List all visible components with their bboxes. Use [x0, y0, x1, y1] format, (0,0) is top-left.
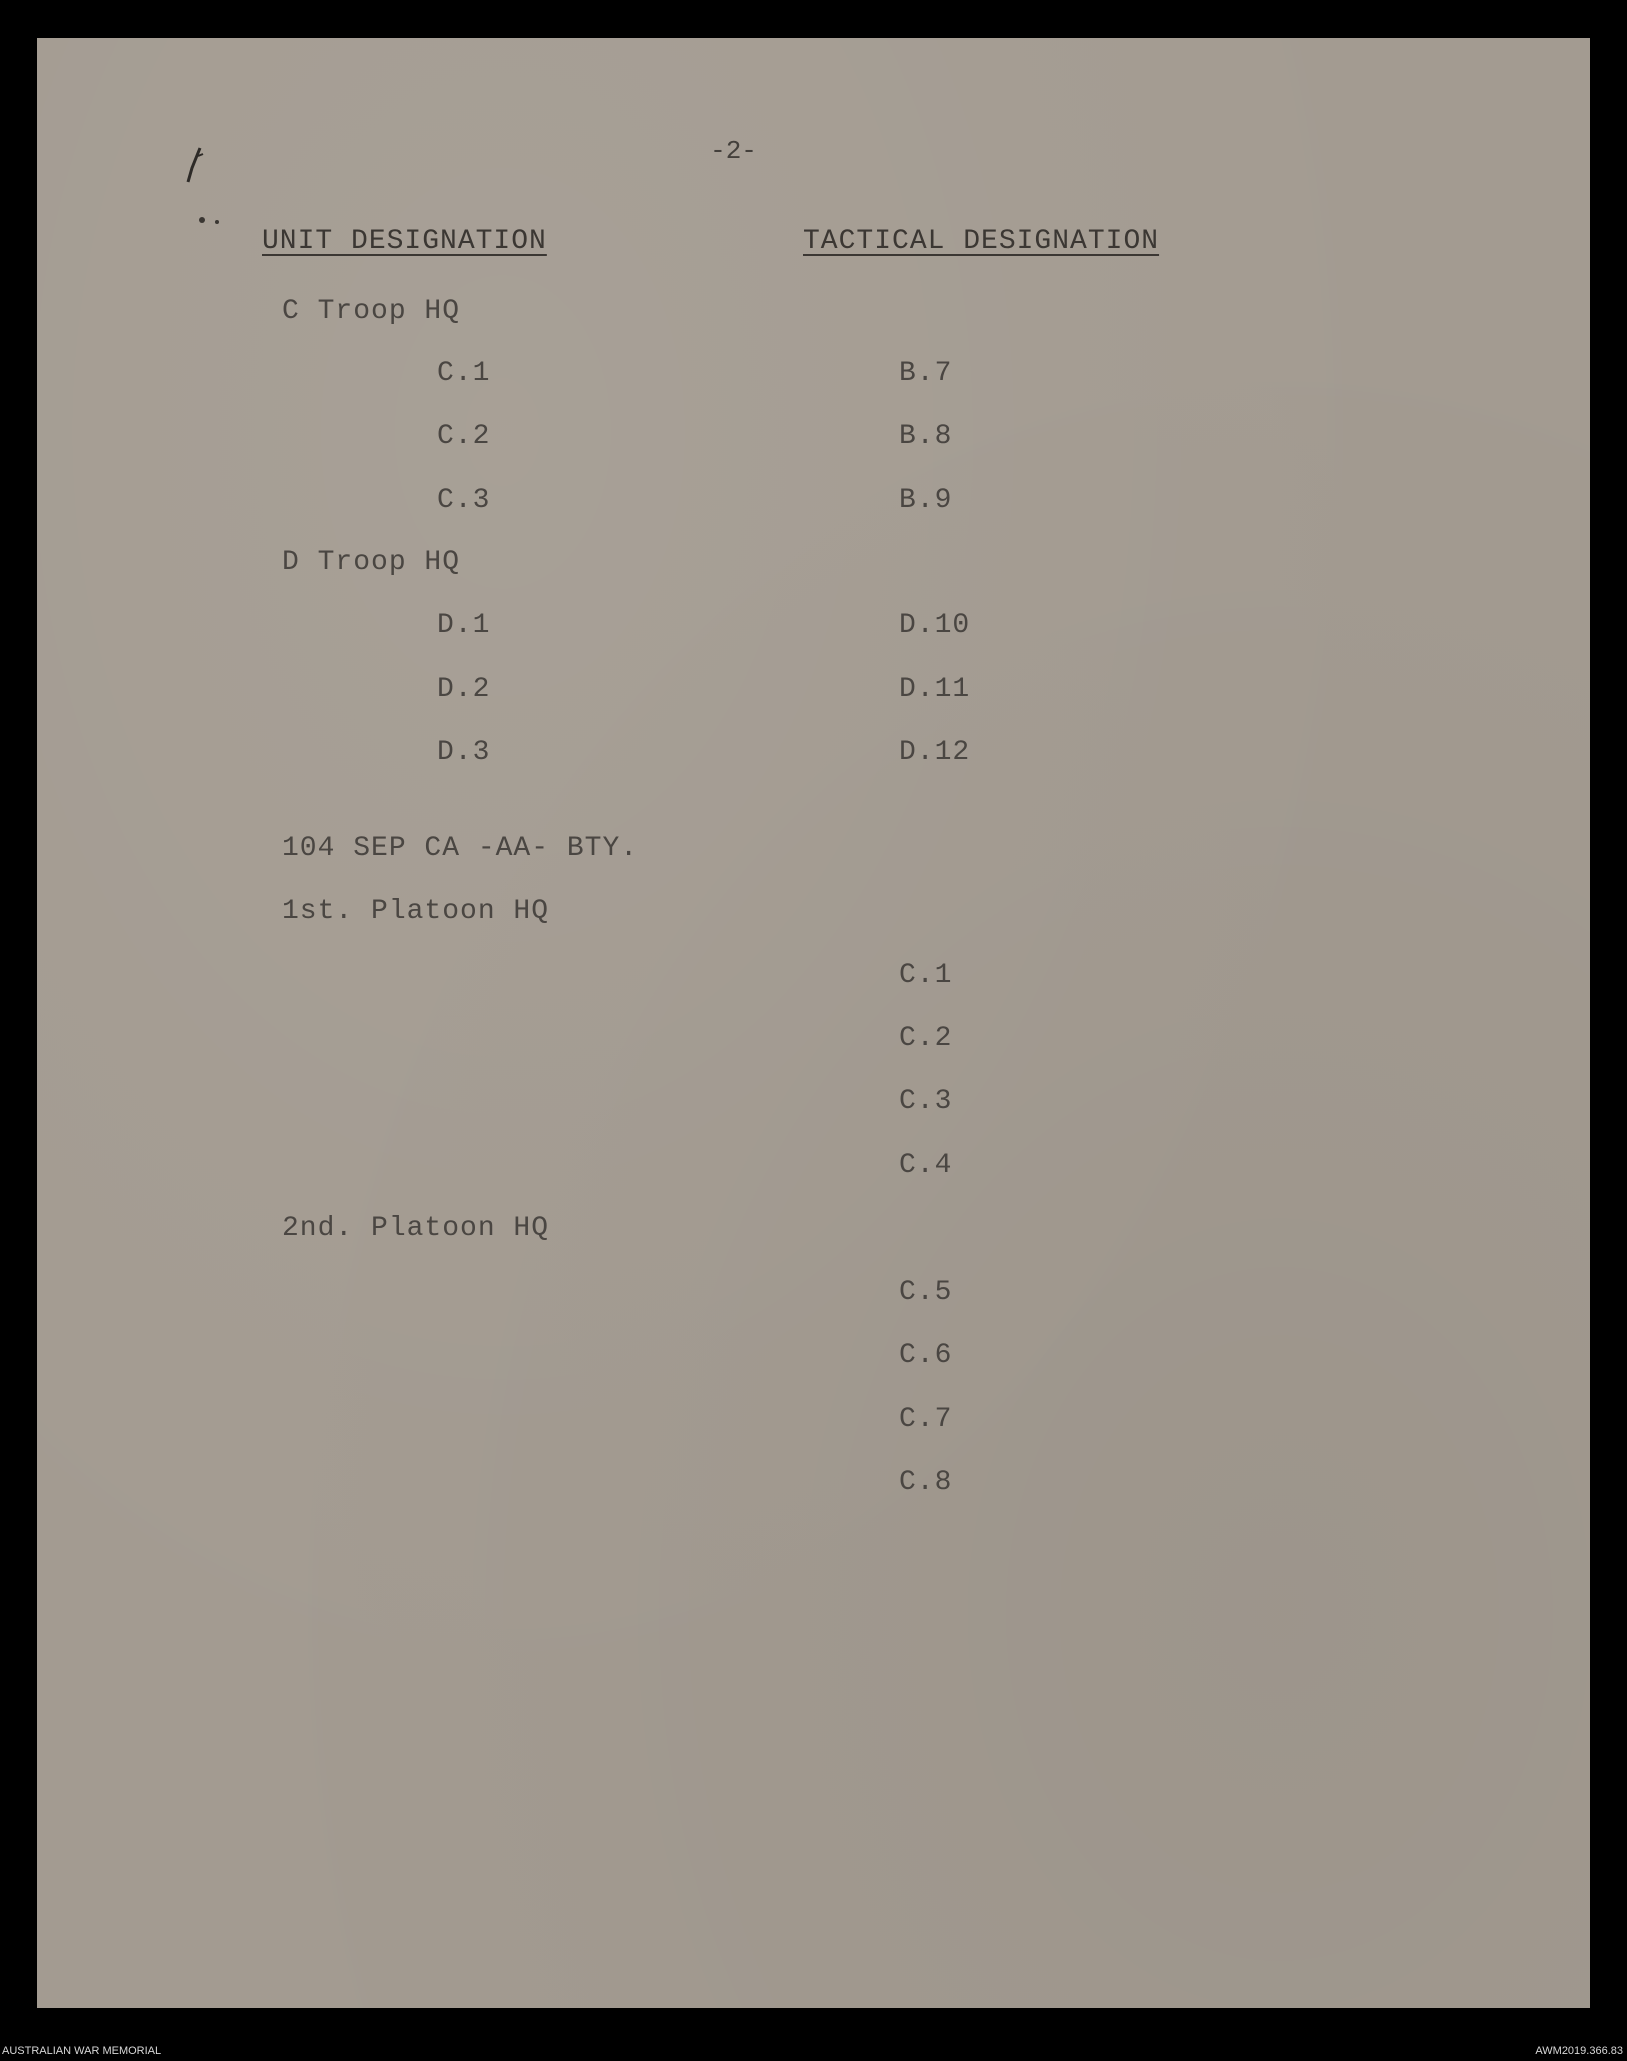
tactical-designation: C.7 [899, 1404, 953, 1435]
table-row [37, 485, 1590, 525]
tactical-designation: C.8 [899, 1467, 953, 1498]
footer-reference: AWM2019.366.83 [1535, 2045, 1623, 2057]
group-label: C Troop HQ [282, 296, 461, 327]
ink-mark [162, 108, 222, 228]
tactical-designation: C.3 [899, 1086, 953, 1117]
tactical-designation: D.10 [899, 610, 971, 641]
unit-designation: C.3 [437, 485, 491, 516]
table-row [37, 1213, 1590, 1253]
table-row [37, 1467, 1590, 1507]
unit-designation: C.1 [437, 358, 491, 389]
unit-designation: D.1 [437, 610, 491, 641]
table-row [37, 421, 1590, 461]
tactical-designation: D.12 [899, 737, 971, 768]
group-label: 2nd. Platoon HQ [282, 1213, 550, 1244]
tactical-designation: C.6 [899, 1340, 953, 1371]
table-row [37, 1340, 1590, 1380]
unit-designation-header: UNIT DESIGNATION [262, 226, 547, 257]
table-row [37, 1023, 1590, 1063]
table-row [37, 1404, 1590, 1444]
document-page [37, 38, 1590, 2008]
tactical-designation-header: TACTICAL DESIGNATION [803, 226, 1160, 257]
table-row [37, 833, 1590, 873]
tactical-designation: C.4 [899, 1150, 953, 1181]
table-row [37, 1086, 1590, 1126]
tactical-designation: C.2 [899, 1023, 953, 1054]
table-row [37, 1150, 1590, 1190]
tactical-designation: B.7 [899, 358, 953, 389]
group-label: 104 SEP CA -AA- BTY. [282, 833, 639, 864]
footer-institution: AUSTRALIAN WAR MEMORIAL [2, 2045, 162, 2057]
group-label: D Troop HQ [282, 547, 461, 578]
page-number: -2- [710, 136, 757, 166]
tactical-designation: C.5 [899, 1277, 953, 1308]
unit-designation: C.2 [437, 421, 491, 452]
table-row [37, 358, 1590, 398]
tactical-designation: D.11 [899, 674, 971, 705]
table-row [37, 737, 1590, 777]
unit-designation: D.3 [437, 737, 491, 768]
table-row [37, 296, 1590, 336]
group-label: 1st. Platoon HQ [282, 896, 550, 927]
table-row [37, 1277, 1590, 1317]
unit-designation: D.2 [437, 674, 491, 705]
table-row [37, 896, 1590, 936]
table-row [37, 547, 1590, 587]
table-row [37, 610, 1590, 650]
table-row [37, 674, 1590, 714]
tactical-designation: B.8 [899, 421, 953, 452]
tactical-designation: B.9 [899, 485, 953, 516]
table-row [37, 960, 1590, 1000]
tactical-designation: C.1 [899, 960, 953, 991]
